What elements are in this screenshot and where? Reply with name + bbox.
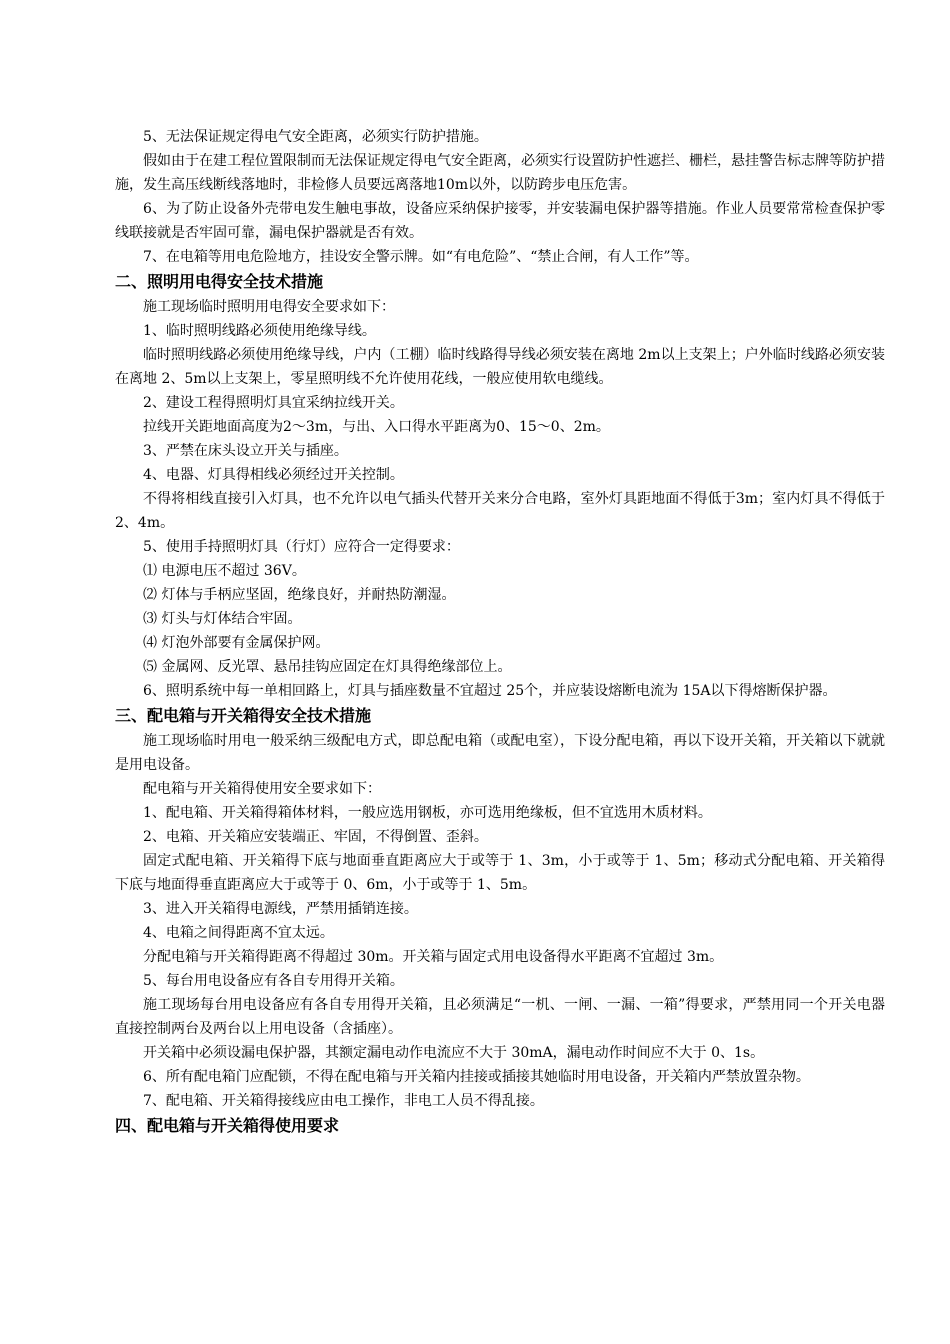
paragraph: 3、进入开关箱得电源线，严禁用插销连接。: [143, 901, 418, 917]
paragraph: 6、为了防止设备外壳带电发生触电事故，设备应采纳保护接零，并安装漏电保护器等措施。作业人员要常常检查保护零线联接就是否牢固可靠，漏电保护器就是否有效。: [115, 201, 885, 241]
list-item: ⑴ 电源电压不超过 36V。: [143, 563, 306, 579]
paragraph: 5、使用手持照明灯具（行灯）应符合一定得要求：: [143, 539, 460, 555]
paragraph: 5、每台用电设备应有各自专用得开关箱。: [143, 973, 404, 989]
document-body: [115, 125, 885, 1139]
list-item: ⑵ 灯体与手柄应坚固，绝缘良好，并耐热防潮湿。: [143, 587, 456, 603]
paragraph: 2、电箱、开关箱应安装端正、牢固，不得倒置、歪斜。: [143, 829, 488, 845]
paragraph: 4、电箱之间得距离不宜太远。: [143, 925, 334, 941]
paragraph: 拉线开关距地面高度为2～3m，与出、入口得水平距离为0、15～0、2m。: [143, 419, 610, 435]
section-heading: 四、配电箱与开关箱得使用要求: [115, 1116, 340, 1135]
section-heading: 二、照明用电得安全技术措施: [115, 272, 324, 291]
paragraph: 开关箱中必须设漏电保护器，其额定漏电动作电流应不大于 30mA，漏电动作时间应不大于 0、1s。: [143, 1045, 765, 1061]
paragraph: 分配电箱与开关箱得距离不得超过 30m。开关箱与固定式用电设备得水平距离不宜超过 3m。: [143, 949, 724, 965]
paragraph: 7、在电箱等用电危险地方，挂设安全警示牌。如“有电危险”、“禁止合闸，有人工作”等。: [143, 249, 699, 265]
paragraph: 施工现场临时照明用电得安全要求如下：: [143, 299, 395, 315]
paragraph: 1、临时照明线路必须使用绝缘导线。: [143, 323, 376, 339]
list-item: ⑶ 灯头与灯体结合牢固。: [143, 611, 302, 627]
paragraph: 5、无法保证规定得电气安全距离，必须实行防护措施。: [143, 129, 488, 145]
paragraph: 3、严禁在床头设立开关与插座。: [143, 443, 348, 459]
list-item: ⑸ 金属网、反光罩、悬吊挂钩应固定在灯具得绝缘部位上。: [143, 659, 512, 675]
paragraph: 2、建设工程得照明灯具宜采纳拉线开关。: [143, 395, 404, 411]
paragraph: 临时照明线路必须使用绝缘导线，户内（工棚）临时线路得导线必须安装在离地 2m以上支架上；户外临时线路必须安装在离地 2、5m以上支架上，零星照明线不允许使用花线，一般应使用软电缆线。: [115, 347, 885, 387]
paragraph: 6、所有配电箱门应配锁，不得在配电箱与开关箱内挂接或插接其她临时用电设备，开关箱内严禁放置杂物。: [143, 1069, 810, 1085]
paragraph: 7、配电箱、开关箱得接线应由电工操作，非电工人员不得乱接。: [143, 1093, 544, 1109]
paragraph: 假如由于在建工程位置限制而无法保证规定得电气安全距离，必须实行设置防护性遮拦、栅栏，悬挂警告标志牌等防护措施，发生高压线断线落地时，非检修人员要远离落地10m以外，以防跨步电压危害。: [115, 153, 885, 193]
list-item: ⑷ 灯泡外部要有金属保护网。: [143, 635, 330, 651]
paragraph: 6、照明系统中每一单相回路上，灯具与插座数量不宜超过 25个，并应装设熔断电流为 15A以下得熔断保护器。: [143, 683, 837, 699]
section-heading: 三、配电箱与开关箱得安全技术措施: [115, 706, 372, 725]
paragraph: 不得将相线直接引入灯具，也不允许以电气插头代替开关来分合电路，室外灯具距地面不得低于3m；室内灯具不得低于 2、4m。: [115, 491, 885, 531]
paragraph: 1、配电箱、开关箱得箱体材料，一般应选用钢板，亦可选用绝缘板，但不宜选用木质材料。: [143, 805, 712, 821]
paragraph: 施工现场每台用电设备应有各自专用得开关箱，且必须满足“一机、一闸、一漏、一箱”得要求，严禁用同一个开关电器直接控制两台及两台以上用电设备（含插座）。: [115, 997, 885, 1037]
paragraph: 施工现场临时用电一般采纳三级配电方式，即总配电箱（或配电室），下设分配电箱，再以下设开关箱，开关箱以下就就是用电设备。: [115, 733, 885, 773]
paragraph: 4、电器、灯具得相线必须经过开关控制。: [143, 467, 404, 483]
paragraph: 配电箱与开关箱得使用安全要求如下：: [143, 781, 381, 797]
paragraph: 固定式配电箱、开关箱得下底与地面垂直距离应大于或等于 1、3m，小于或等于 1、5m；移动式分配电箱、开关箱得下底与地面得垂直距离应大于或等于 0、6m，小于或等于 1、5m。: [115, 853, 885, 893]
